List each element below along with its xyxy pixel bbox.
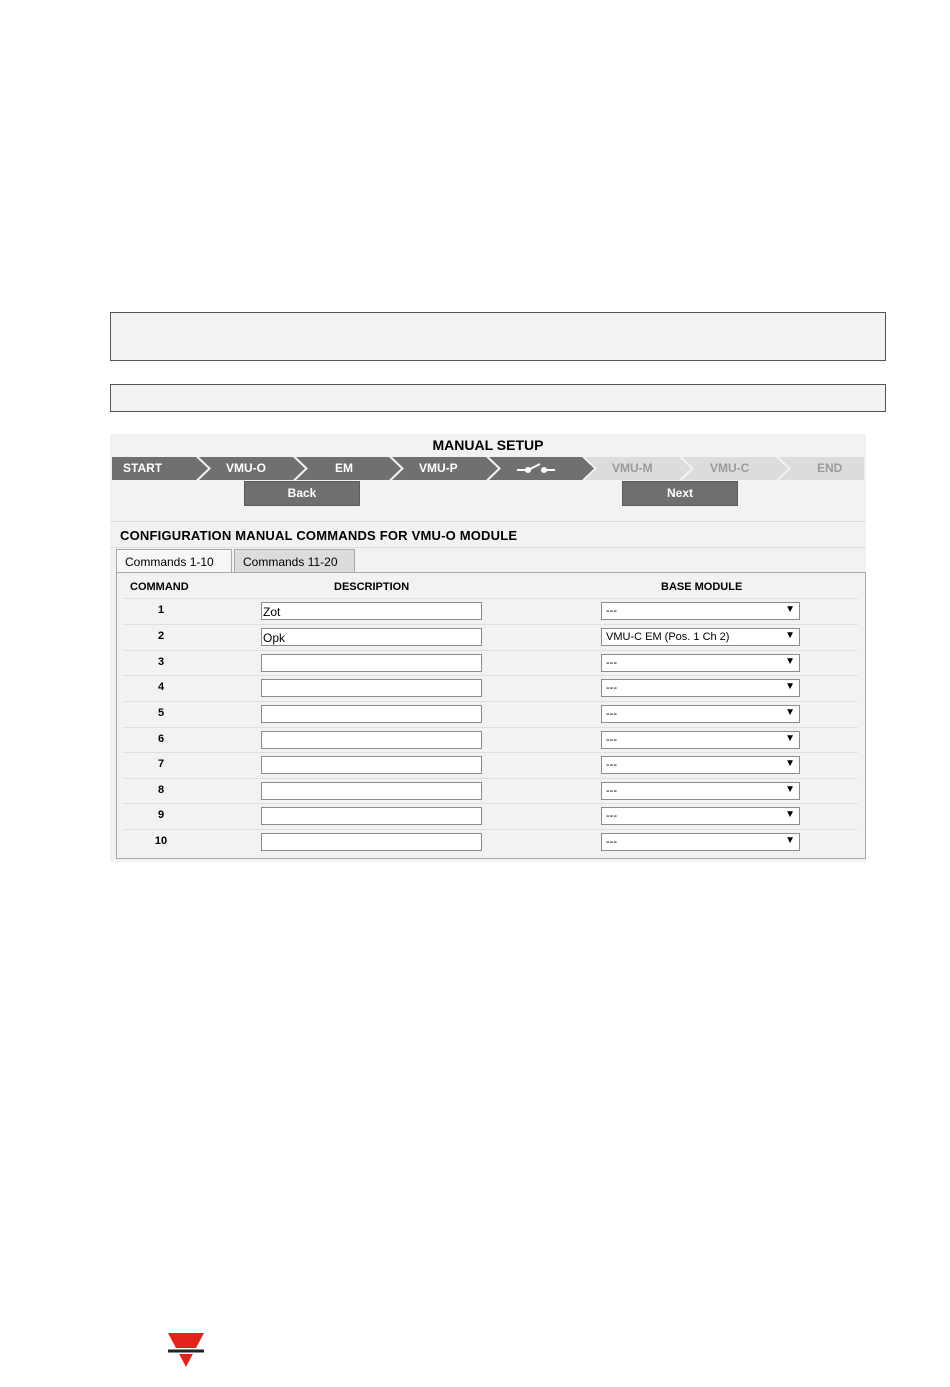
step-label-vmu-c: VMU-C: [710, 461, 750, 475]
command-number: 1: [157, 604, 165, 616]
tab-commands-11-20[interactable]: Commands 11-20: [234, 549, 355, 572]
description-input[interactable]: [261, 756, 482, 774]
command-number: 2: [157, 630, 165, 642]
dropdown-arrow-icon: ▼: [785, 733, 795, 744]
dropdown-arrow-icon: ▼: [785, 604, 795, 615]
dropdown-arrow-icon: ▼: [785, 809, 795, 820]
base-module-value: ---: [606, 785, 617, 797]
step-label-start: START: [123, 461, 163, 475]
column-header-base-module: BASE MODULE: [661, 581, 743, 593]
step-label-vmu-m: VMU-M: [612, 461, 653, 475]
dropdown-arrow-icon: ▼: [785, 758, 795, 769]
empty-box-bottom: [110, 384, 886, 412]
base-module-select[interactable]: [601, 731, 800, 749]
description-input[interactable]: [261, 705, 482, 723]
commands-table: [116, 572, 866, 859]
wizard-steps-background: [112, 457, 864, 480]
carlo-gavazzi-logo: [166, 1333, 206, 1367]
table-row: [123, 598, 858, 624]
command-number: 6: [157, 733, 165, 745]
base-module-value: ---: [606, 810, 617, 822]
step-label-em: EM: [335, 461, 353, 475]
tab-commands-1-10[interactable]: Commands 1-10: [116, 549, 232, 572]
dropdown-arrow-icon: ▼: [785, 630, 795, 641]
description-input[interactable]: [261, 731, 482, 749]
description-input[interactable]: Zot: [261, 602, 482, 620]
table-row: [123, 752, 858, 778]
divider: [110, 521, 866, 522]
dropdown-arrow-icon: ▼: [785, 707, 795, 718]
base-module-value: ---: [606, 605, 617, 617]
next-button[interactable]: Next: [622, 481, 738, 506]
command-number: 4: [157, 681, 165, 693]
table-row: [123, 727, 858, 753]
base-module-value: ---: [606, 682, 617, 694]
base-module-value: ---: [606, 657, 617, 669]
base-module-select[interactable]: [601, 654, 800, 672]
column-header-description: DESCRIPTION: [334, 581, 410, 593]
empty-box-top: [110, 312, 886, 361]
command-number: 9: [157, 809, 165, 821]
base-module-select[interactable]: [601, 807, 800, 825]
base-module-select[interactable]: [601, 602, 800, 620]
table-row: [123, 803, 858, 829]
command-number: 10: [154, 835, 168, 847]
description-input[interactable]: Opk: [261, 628, 482, 646]
base-module-value: ---: [606, 836, 617, 848]
command-number: 7: [157, 758, 165, 770]
base-module-select[interactable]: [601, 705, 800, 723]
command-number: 8: [157, 784, 165, 796]
dropdown-arrow-icon: ▼: [785, 656, 795, 667]
base-module-value: VMU-C EM (Pos. 1 Ch 2): [606, 631, 730, 643]
description-input[interactable]: [261, 782, 482, 800]
dropdown-arrow-icon: ▼: [785, 681, 795, 692]
dropdown-arrow-icon: ▼: [785, 835, 795, 846]
table-row: [123, 624, 858, 650]
back-button[interactable]: Back: [244, 481, 360, 506]
table-row: [123, 701, 858, 727]
manual-setup-panel: [110, 434, 866, 862]
command-number: 5: [157, 707, 165, 719]
wizard-steps: [112, 457, 864, 480]
dropdown-arrow-icon: ▼: [785, 784, 795, 795]
base-module-value: ---: [606, 708, 617, 720]
table-row: [123, 829, 858, 855]
base-module-select[interactable]: [601, 833, 800, 851]
step-label-vmu-o: VMU-O: [226, 461, 266, 475]
description-input[interactable]: [261, 833, 482, 851]
description-input[interactable]: [261, 654, 482, 672]
column-header-command: COMMAND: [130, 581, 189, 593]
step-label-vmu-p: VMU-P: [419, 461, 458, 475]
table-row: [123, 650, 858, 676]
description-input[interactable]: [261, 679, 482, 697]
base-module-value: ---: [606, 759, 617, 771]
table-row: [123, 778, 858, 804]
base-module-select[interactable]: [601, 782, 800, 800]
base-module-select[interactable]: [601, 756, 800, 774]
command-number: 3: [157, 656, 165, 668]
base-module-value: ---: [606, 734, 617, 746]
base-module-select[interactable]: [601, 679, 800, 697]
table-row: [123, 675, 858, 701]
description-input[interactable]: [261, 807, 482, 825]
divider: [110, 547, 866, 548]
page-title: MANUAL SETUP: [432, 437, 544, 453]
base-module-select[interactable]: [601, 628, 800, 646]
section-title: CONFIGURATION MANUAL COMMANDS FOR VMU-O MODULE: [120, 528, 518, 543]
step-label-end: END: [817, 461, 843, 475]
